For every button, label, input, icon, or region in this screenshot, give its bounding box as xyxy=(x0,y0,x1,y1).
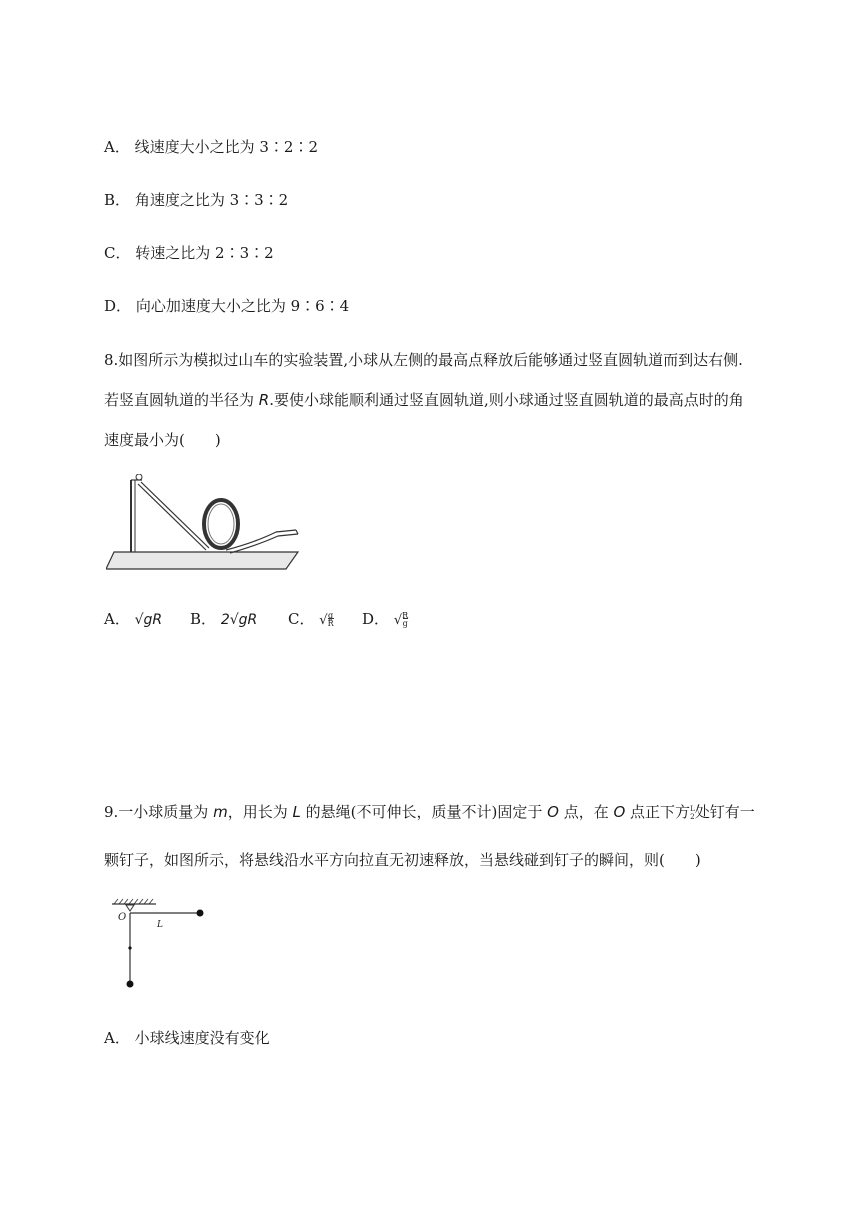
q9-var-o: O xyxy=(613,803,626,821)
q8-stem-line2 xyxy=(104,389,744,410)
option-label: D． xyxy=(104,297,132,315)
ramp-edge-2 xyxy=(141,482,209,548)
q9-text: 9.一小球质量为 xyxy=(104,803,214,821)
option-math: 2√gR xyxy=(220,612,258,628)
option-label: C． xyxy=(288,610,315,628)
q9-var-m: m xyxy=(213,803,228,821)
q9-var-o: O xyxy=(547,803,559,821)
label-o: O xyxy=(118,912,127,923)
option-text: 向心加速度大小之比为 9∶6∶4 xyxy=(135,297,350,315)
q7-option-b xyxy=(104,189,288,210)
nail xyxy=(128,946,131,949)
option-label: A． xyxy=(104,1029,130,1047)
option-math: √gR xyxy=(134,612,163,628)
q9-var-l: L xyxy=(292,803,301,821)
pendulum-figure xyxy=(110,896,220,992)
q8-option-a xyxy=(104,608,162,629)
ceiling-hatch xyxy=(114,899,153,904)
option-label: D． xyxy=(362,610,390,628)
q9-text: 点正下方 xyxy=(625,803,691,821)
q7-option-a xyxy=(104,136,318,157)
q9-stem-line2: 颗钉子，如图所示，将悬线沿水平方向拉直无初速释放，当悬线碰到钉子的瞬间，则( ) xyxy=(104,851,701,869)
option-label: C． xyxy=(104,244,131,262)
option-text: 小球线速度没有变化 xyxy=(134,1029,270,1047)
option-fraction: $\frac{g}{R}$ xyxy=(327,611,334,628)
label-l: L xyxy=(157,920,163,930)
q8-var-r: R xyxy=(258,391,270,409)
pivot-mount xyxy=(126,905,134,911)
q8-text: 若竖直圆轨道的半径为 xyxy=(104,391,259,409)
q8-option-d: D． $√\frac{R}{g}$ xyxy=(362,610,409,628)
option-text: 角速度之比为 3∶3∶2 xyxy=(134,191,289,209)
q9-option-a xyxy=(104,1027,270,1048)
option-label: B． xyxy=(190,610,217,628)
track-end xyxy=(296,530,298,534)
option-text: 线速度大小之比为 3∶2∶2 xyxy=(134,138,319,156)
option-label: A． xyxy=(104,610,130,628)
ball-final xyxy=(127,981,134,988)
q8-option-c: C． $√\frac{g}{R}$ xyxy=(288,610,334,628)
q9-text: 点，在 xyxy=(558,803,614,821)
q8-text: .要使小球能顺利通过竖直圆轨道,则小球通过竖直圆轨道的最高点时的角 xyxy=(269,391,744,409)
q9-text: 处钉有一 xyxy=(694,803,755,821)
option-label: A． xyxy=(104,138,130,156)
ramp-edge-1 xyxy=(138,484,206,550)
q9-fraction: L 2 xyxy=(690,805,695,821)
q7-option-c xyxy=(104,242,274,263)
q9-text: ，用长为 xyxy=(227,803,293,821)
vertical-loop xyxy=(204,500,238,548)
q7-option-d xyxy=(104,295,349,316)
vertical-loop-inner xyxy=(208,504,234,544)
q8-stem-line1: 8.如图所示为模拟过山车的实验装置,小球从左侧的最高点释放后能够通过竖直圆轨道而到达右侧. xyxy=(104,351,743,369)
roller-coaster-figure xyxy=(106,474,306,574)
ball-initial xyxy=(197,910,204,917)
option-fraction: $\frac{R}{g}$ xyxy=(402,611,409,628)
base-board xyxy=(106,552,298,569)
q9-text: 的悬绳(不可伸长，质量不计)固定于 xyxy=(300,803,548,821)
q8-stem-line3: 速度最小为( ) xyxy=(104,431,221,449)
option-text: 转速之比为 2∶3∶2 xyxy=(135,244,274,262)
q8-option-b xyxy=(190,608,257,629)
option-label: B． xyxy=(104,191,131,209)
ball xyxy=(136,474,142,480)
q9-stem-line1 xyxy=(104,801,755,822)
